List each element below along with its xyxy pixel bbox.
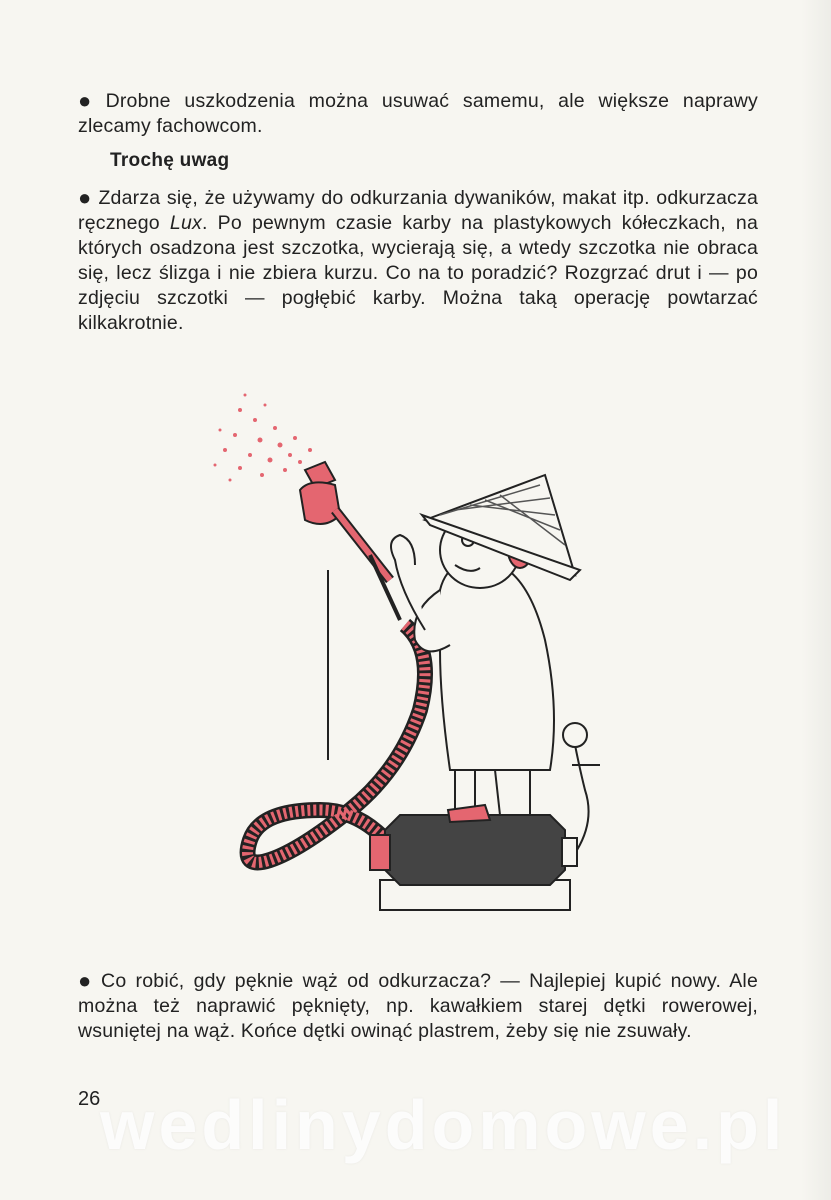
section-heading: Trochę uwag	[110, 150, 230, 171]
paragraph-repairs	[78, 88, 758, 139]
paragraph-text-start: Zdarza się, że używamy do odkurzania dywaników, makat itp. odkurzacza ręcznego	[78, 187, 758, 234]
vacuum-nozzle-icon	[300, 462, 400, 620]
paragraph-text-end: . Po pewnym czasie karby na plastykowych kółeczkach, na których osadzona jest szczotka, wycierają się, a wtedy szczotka nie obraca się, lecz ślizga i nie zbiera kurzu. Co na to poradzić? Rozgrzać drut i — po zdjęciu szczotki — pogłębić karby. Można taką operację powtarzać kilkakrotnie.	[78, 212, 759, 334]
watermark: wedlinydomowe.pl	[100, 1086, 787, 1164]
bullet-icon: ●	[78, 88, 100, 113]
paragraph-hose-repair	[78, 968, 758, 1044]
bullet-icon: ●	[78, 968, 96, 993]
product-name: Lux	[169, 212, 202, 234]
bullet-icon: ●	[78, 185, 93, 210]
paragraph-text: Co robić, gdy pęknie wąż od odkurzacza? — Najlepiej kupić nowy. Ale można też naprawić pęknięty, np. kawałkiem starej dętki rowerowej, wsuniętej na wąż. Końce dętki owinąć plastrem, żeby się nie zsuwały.	[78, 970, 758, 1042]
dust-spray-icon	[214, 394, 313, 482]
paragraph-lux-brush	[78, 185, 758, 336]
paragraph-text: Drobne uszkodzenia można usuwać samemu, ale większe naprawy zlecamy fachowcom.	[78, 90, 758, 137]
page-number: 26	[78, 1088, 101, 1110]
page-edge-shadow	[801, 0, 831, 1200]
vacuum-illustration	[200, 390, 620, 920]
